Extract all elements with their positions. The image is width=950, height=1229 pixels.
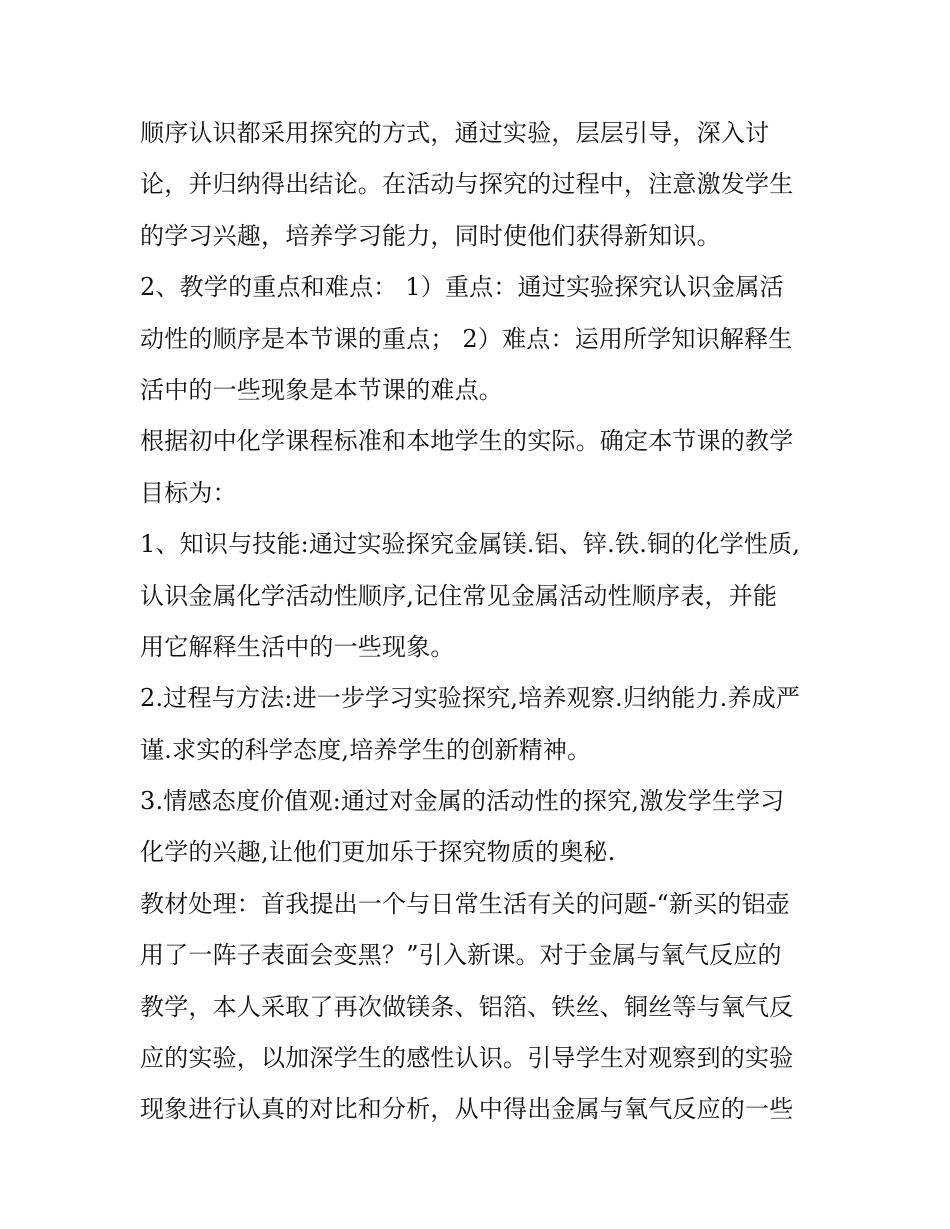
text-line: 2.过程与方法:进一步学习实验探究,培养观察.归纳能力.养成严 <box>140 684 801 713</box>
text-line: 根据初中化学课程标准和本地学生的实际。确定本节课的教学 <box>140 427 794 456</box>
text-line: 用它解释生活中的一些现象。 <box>140 632 455 661</box>
text-line: 应的实验，以加深学生的感性认识。引导学生对观察到的实验 <box>140 1044 794 1073</box>
text-line: 目标为： <box>140 478 237 507</box>
text-line: 动性的顺序是本节课的重点； 2）难点：运用所学知识解释生 <box>140 324 793 353</box>
text-line: 谨.求实的科学态度,培养学生的创新精神。 <box>140 735 592 764</box>
text-line: 教学，本人采取了再次做镁条、铝箔、铁丝、铜丝等与氧气反 <box>140 992 794 1021</box>
text-line: 3.情感态度价值观:通过对金属的活动性的探究,激发学生学习 <box>140 787 785 816</box>
body-text <box>140 108 830 1136</box>
text-line: 活中的一些现象是本节课的难点。 <box>140 375 503 404</box>
text-line: 2、教学的重点和难点： 1）重点：通过实验探究认识金属活 <box>140 273 784 302</box>
text-line: 顺序认识都采用探究的方式，通过实验，层层引导，深入讨 <box>140 119 770 147</box>
text-line: 1、知识与技能:通过实验探究金属镁.铝、锌.铁.铜的化学性质, <box>140 530 801 559</box>
text-line: 化学的兴趣,让他们更加乐于探究物质的奥秘. <box>140 838 616 867</box>
text-line: 现象进行认真的对比和分析，从中得出金属与氧气反应的一些 <box>140 1095 794 1124</box>
text-line: 认识金属化学活动性顺序,记住常见金属活动性顺序表，并能 <box>140 581 778 610</box>
text-line: 论，并归纳得出结论。在活动与探究的过程中，注意激发学生 <box>140 170 794 199</box>
text-line: 教材处理：首我提出一个与日常生活有关的问题-“新买的铝壶 <box>140 889 790 918</box>
text-line: 用了一阵子表面会变黑？”引入新课。对于金属与氧气反应的 <box>140 941 782 970</box>
text-line: 的学习兴趣，培养学习能力，同时使他们获得新知识。 <box>140 221 721 250</box>
